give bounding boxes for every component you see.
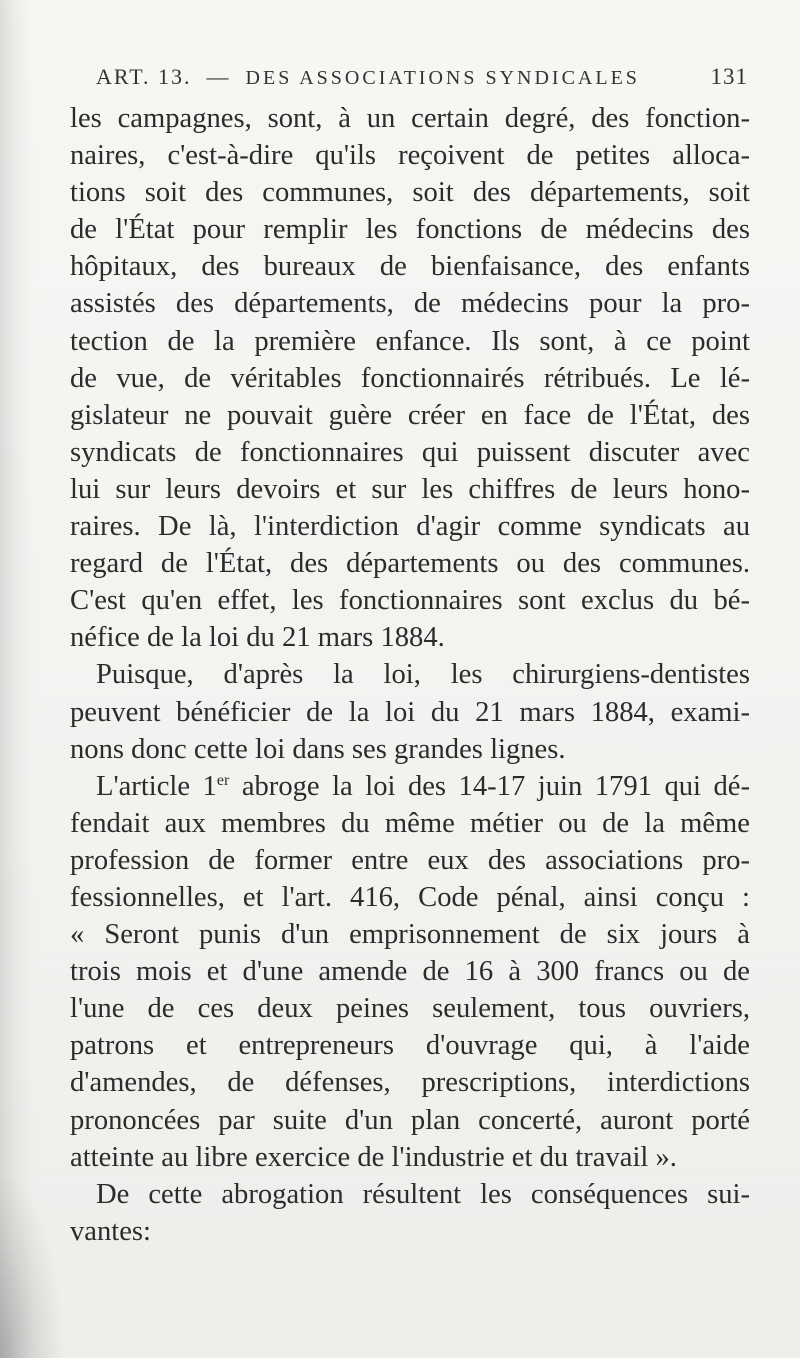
text-line: néfice de la loi du 21 mars 1884. (70, 622, 445, 654)
article-ref-prefix: L'article 1 (96, 770, 217, 802)
text-line: gislateur ne pouvait guère créer en face de l'État, des (70, 399, 750, 431)
text-line: tions soit des communes, soit des départements, soit (70, 177, 750, 209)
chapter-title: DES ASSOCIATIONS SYNDICALES (245, 67, 640, 89)
running-head (96, 64, 748, 90)
text-line: profession de former entre eux des associations pro- (70, 844, 750, 876)
text-line: naires, c'est-à-dire qu'ils reçoivent de petites alloca- (70, 140, 750, 172)
text-line: De cette abrogation résultent les conséquences sui- (96, 1178, 750, 1210)
text-line: atteinte au libre exercice de l'industrie et du travail ». (70, 1141, 677, 1173)
text-line: regard de l'État, des départements ou des communes. (70, 548, 750, 580)
text-line: l'une de ces deux peines seulement, tous ouvriers, (70, 993, 750, 1025)
text-line: hôpitaux, des bureaux de bienfaisance, des enfants (70, 251, 750, 283)
text-line: vantes: (70, 1215, 151, 1247)
text-line: de vue, de véritables fonctionnairés rétribués. Le lé- (70, 362, 750, 394)
text-line: patrons et entrepreneurs d'ouvrage qui, à l'aide (70, 1030, 750, 1062)
header-separator: — (206, 64, 231, 89)
text-line: peuvent bénéficier de la loi du 21 mars 1884, exami- (70, 696, 750, 728)
body-text (70, 100, 750, 1250)
text-line: « Seront punis d'un emprisonnement de six jours à (70, 919, 750, 951)
text-line: nons donc cette loi dans ses grandes lignes. (70, 733, 566, 765)
text-line: trois mois et d'une amende de 16 à 300 francs ou de (70, 956, 750, 988)
article-number: ART. 13. (96, 64, 192, 89)
text-line: lui sur leurs devoirs et sur les chiffres de leurs hono- (70, 473, 750, 505)
text-line: Puisque, d'après la loi, les chirurgiens-dentistes (96, 659, 750, 691)
running-head-left (96, 64, 640, 90)
text-line: les campagnes, sont, à un certain degré, des fonction- (70, 103, 750, 134)
text-line: d'amendes, de défenses, prescriptions, interdictions (70, 1067, 750, 1099)
text-line: C'est qu'en effet, les fonctionnaires sont exclus du bé- (70, 585, 750, 617)
corner-shadow (0, 1178, 60, 1358)
text-line: fendait aux membres du même métier ou de la même (70, 807, 750, 839)
text-line: tection de la première enfance. Ils sont, à ce point (70, 325, 750, 357)
text-line-article (70, 768, 750, 805)
text-line: raires. De là, l'interdiction d'agir comme syndicats au (70, 511, 750, 543)
article-ref-superscript: er (216, 771, 230, 789)
page-number: 131 (710, 64, 748, 89)
text-line: syndicats de fonctionnaires qui puissent discuter avec (70, 436, 750, 468)
text-line: assistés des départements, de médecins pour la pro- (70, 288, 750, 320)
article-ref-rest: abroge la loi des 14-17 juin 1791 qui dé- (241, 770, 750, 802)
text-line: fessionnelles, et l'art. 416, Code pénal, ainsi conçu : (70, 881, 750, 913)
text-line: prononcées par suite d'un plan concerté, auront porté (70, 1104, 750, 1136)
text-line: de l'État pour remplir les fonctions de médecins des (70, 214, 750, 246)
gutter-shadow (0, 0, 34, 1358)
